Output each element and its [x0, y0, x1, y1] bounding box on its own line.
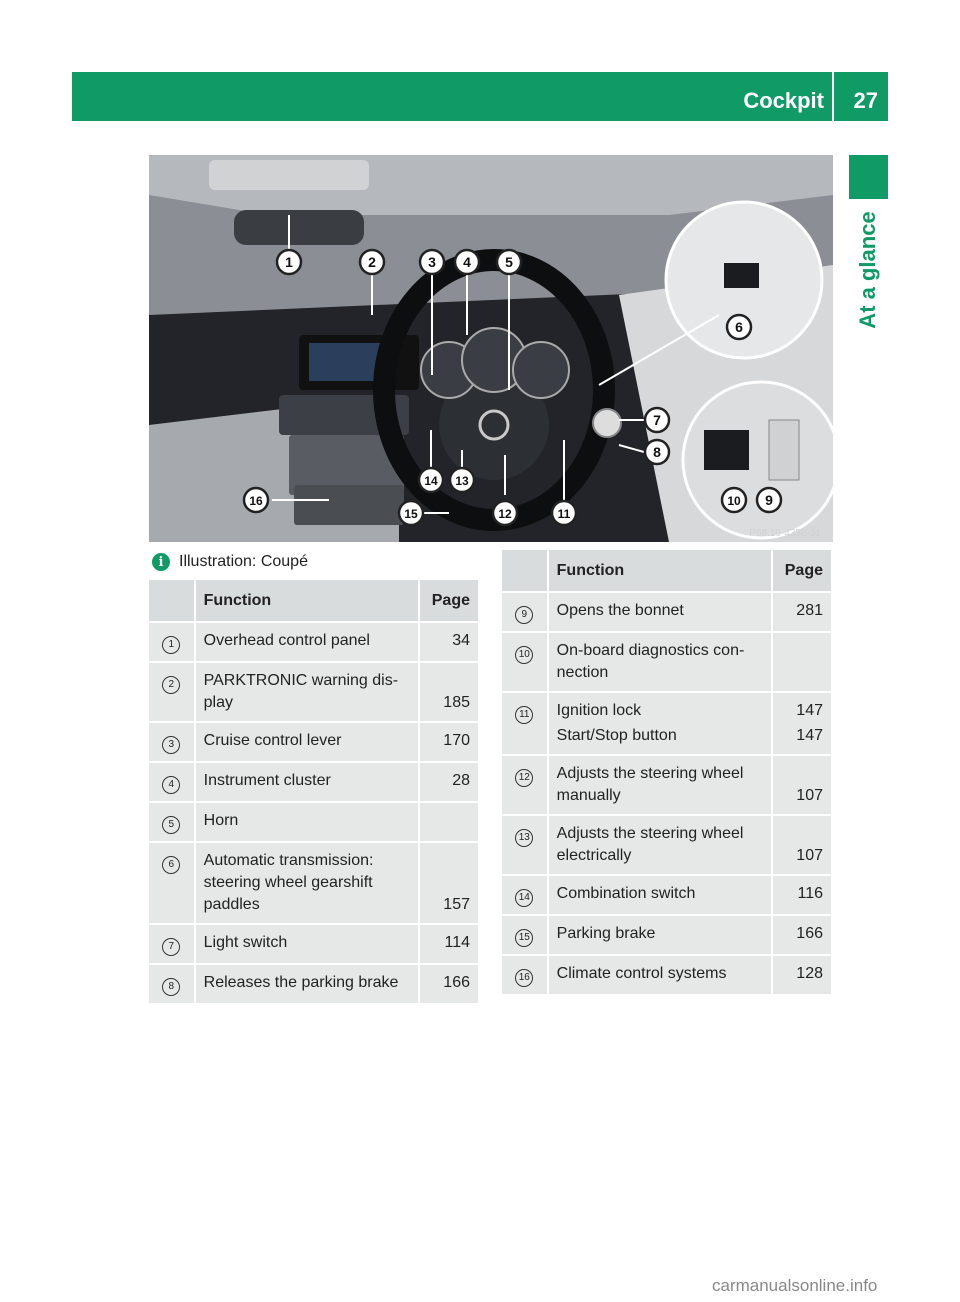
function-line: play	[203, 694, 233, 711]
header-bar	[72, 72, 888, 121]
column-header-number	[502, 550, 549, 593]
svg-text:15: 15	[404, 507, 418, 521]
callout-14	[419, 468, 443, 492]
table-row	[149, 763, 480, 803]
section-title: Cockpit	[743, 88, 824, 113]
svg-text:6: 6	[735, 319, 743, 335]
table-row	[149, 663, 480, 723]
function-line: Start/Stop button	[556, 727, 677, 744]
callout-8	[645, 440, 669, 464]
cockpit-drawing	[149, 155, 833, 542]
function-line: nection	[556, 664, 609, 681]
page-cell: 170	[420, 723, 480, 763]
function-cell	[549, 693, 774, 756]
callout-number-icon: 9	[515, 606, 533, 624]
page-cell: 34	[420, 623, 480, 663]
table-row	[149, 723, 480, 763]
function-cell: Climate control systems	[549, 956, 774, 996]
table-row	[149, 843, 480, 925]
figure-code: P68.10-4358-31	[749, 528, 821, 539]
cockpit-illustration	[149, 155, 833, 542]
table-row	[149, 623, 480, 663]
callout-number-icon: 5	[162, 816, 180, 834]
function-cell: Releases the parking brake	[196, 965, 421, 1005]
callout-number-icon: 3	[162, 736, 180, 754]
callout-number-icon: 6	[162, 856, 180, 874]
function-table-left	[149, 580, 480, 1005]
page-cell: 107	[773, 816, 833, 876]
function-cell: Horn	[196, 803, 421, 843]
svg-text:12: 12	[498, 507, 512, 521]
column-header-function: Function	[196, 580, 421, 623]
callout-3	[420, 250, 444, 274]
page-cell: 107	[773, 756, 833, 816]
callout-number-icon: 10	[515, 646, 533, 664]
callout-number-icon: 7	[162, 938, 180, 956]
callout-number-icon: 14	[515, 889, 533, 907]
function-cell: Overhead control panel	[196, 623, 421, 663]
svg-text:13: 13	[455, 474, 469, 488]
callout-7	[645, 408, 669, 432]
page-line: 147	[796, 727, 823, 744]
function-cell: Instrument cluster	[196, 763, 421, 803]
table-row	[149, 803, 480, 843]
table-row	[502, 816, 833, 876]
callout-number-icon: 12	[515, 769, 533, 787]
page-cell: 157	[420, 843, 480, 925]
table-row	[502, 756, 833, 816]
page-cell: 166	[773, 916, 833, 956]
callout-number-icon: 15	[515, 929, 533, 947]
callout-16	[244, 488, 268, 512]
callout-number-icon: 13	[515, 829, 533, 847]
callout-6	[727, 315, 751, 339]
callout-number-icon: 11	[515, 706, 533, 724]
function-line: Automatic transmission:	[203, 852, 374, 869]
function-cell: Parking brake	[549, 916, 774, 956]
table-row	[502, 876, 833, 916]
column-header-page: Page	[420, 580, 480, 623]
function-cell	[549, 756, 774, 816]
callout-number-icon: 4	[162, 776, 180, 794]
function-cell: Combination switch	[549, 876, 774, 916]
callout-number-icon: 2	[162, 676, 180, 694]
svg-text:2: 2	[368, 254, 376, 270]
callout-12	[493, 501, 517, 525]
function-cell: Opens the bonnet	[549, 593, 774, 633]
function-line: On-board diagnostics con-	[556, 642, 745, 659]
svg-text:9: 9	[765, 492, 773, 508]
callout-10	[722, 488, 746, 512]
svg-text:1: 1	[285, 254, 293, 270]
function-cell	[196, 663, 421, 723]
callout-13	[450, 468, 474, 492]
function-line: PARKTRONIC warning dis-	[203, 672, 399, 689]
svg-text:14: 14	[424, 474, 438, 488]
page-line: 147	[796, 702, 823, 719]
table-row	[502, 916, 833, 956]
function-cell: Cruise control lever	[196, 723, 421, 763]
callout-15	[399, 501, 423, 525]
page-cell: 166	[420, 965, 480, 1005]
note-text: Illustration: Coupé	[179, 553, 308, 570]
function-table-right	[502, 550, 833, 996]
table-row	[149, 965, 480, 1005]
function-line: electrically	[556, 847, 632, 864]
table-row	[149, 925, 480, 965]
function-cell	[549, 633, 774, 693]
footer-watermark: carmanualsonline.info	[712, 1276, 878, 1295]
function-cell	[196, 843, 421, 925]
svg-text:16: 16	[249, 494, 263, 508]
table-row	[502, 593, 833, 633]
table-header-row	[502, 550, 833, 593]
table-row	[502, 956, 833, 996]
chapter-label: At a glance	[855, 211, 880, 329]
callout-1	[277, 250, 301, 274]
callout-9	[757, 488, 781, 512]
page-cell	[420, 803, 480, 843]
page-cell: 281	[773, 593, 833, 633]
function-line: Adjusts the steering wheel	[556, 765, 744, 782]
column-header-number	[149, 580, 196, 623]
page-cell: 116	[773, 876, 833, 916]
svg-text:8: 8	[653, 444, 661, 460]
page-cell: 128	[773, 956, 833, 996]
svg-text:3: 3	[428, 254, 436, 270]
function-line: manually	[556, 787, 621, 804]
page-cell: 185	[420, 663, 480, 723]
callout-2	[360, 250, 384, 274]
callout-5	[497, 250, 521, 274]
callout-number-icon: 16	[515, 969, 533, 987]
page-cell	[773, 633, 833, 693]
column-header-page: Page	[773, 550, 833, 593]
info-icon: i	[152, 553, 170, 571]
svg-text:11: 11	[557, 507, 571, 521]
table-row	[502, 693, 833, 756]
header-divider	[832, 72, 834, 121]
page-cell: 28	[420, 763, 480, 803]
table-header-row	[149, 580, 480, 623]
function-line: steering wheel gearshift	[203, 874, 373, 891]
page-cell: 114	[420, 925, 480, 965]
function-line: Adjusts the steering wheel	[556, 825, 744, 842]
illustration-note	[152, 553, 308, 571]
callout-11	[552, 501, 576, 525]
function-line: Ignition lock	[556, 702, 642, 719]
page-cell	[773, 693, 833, 756]
table-row	[502, 633, 833, 693]
callout-number-icon: 1	[162, 636, 180, 654]
svg-text:5: 5	[505, 254, 513, 270]
function-cell	[549, 816, 774, 876]
svg-text:10: 10	[727, 494, 741, 508]
svg-text:4: 4	[463, 254, 471, 270]
function-cell: Light switch	[196, 925, 421, 965]
page-number: 27	[853, 88, 878, 113]
svg-text:7: 7	[653, 412, 661, 428]
side-tab-marker	[849, 155, 888, 199]
column-header-function: Function	[549, 550, 774, 593]
callout-number-icon: 8	[162, 978, 180, 996]
function-line: paddles	[203, 896, 260, 913]
callout-4	[455, 250, 479, 274]
